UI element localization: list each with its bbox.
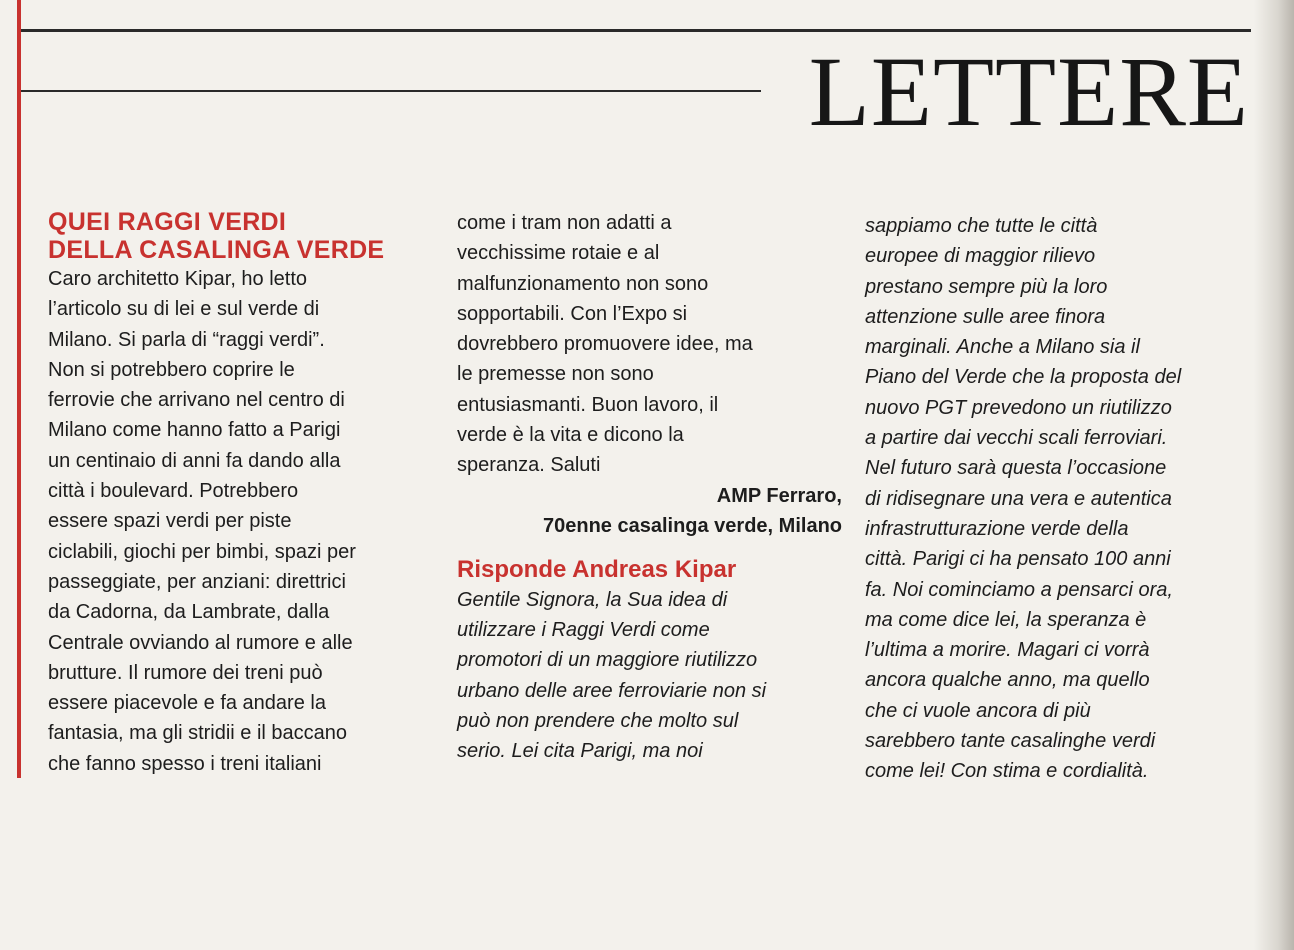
top-rule — [21, 29, 1251, 32]
text-line: urbano delle aree ferroviarie non si — [457, 679, 767, 702]
text-line: da Cadorna, da Lambrate, dalla — [48, 601, 330, 624]
text-line: malfunzionamento non sono — [457, 272, 709, 295]
text-line: attenzione sulle aree finora — [865, 305, 1106, 328]
text-line: dovrebbero promuovere idee, ma — [457, 333, 753, 356]
text-line: verde è la vita e dicono la — [457, 424, 684, 447]
reply-body — [457, 585, 842, 767]
text-line: che ci vuole ancora di più — [865, 699, 1091, 722]
letter-body — [48, 264, 433, 779]
text-line: prestano sempre più la loro — [865, 275, 1108, 298]
text-line: sopportabili. Con l’Expo si — [457, 302, 688, 325]
section-title: LETTERE — [808, 36, 1249, 147]
text-line: Milano come hanno fatto a Parigi — [48, 419, 341, 442]
letter-body-continued — [457, 208, 842, 481]
text-line: a partire dai vecchi scali ferroviari. — [865, 427, 1168, 450]
red-margin-rule — [17, 0, 21, 778]
text-line: Non si potrebbero coprire le — [48, 358, 295, 381]
text-line: Piano del Verde che la proposta del — [865, 366, 1182, 389]
text-line: serio. Lei cita Parigi, ma noi — [457, 740, 703, 763]
text-line: essere spazi verdi per piste — [48, 510, 292, 533]
text-line: promotori di un maggiore riutilizzo — [457, 649, 758, 672]
text-line: l’articolo su di lei e sul verde di — [48, 298, 320, 321]
text-line: città i boulevard. Potrebbero — [48, 480, 299, 503]
text-line: nuovo PGT prevedono un riutilizzo — [865, 396, 1172, 419]
text-line: Milano. Si parla di “raggi verdi”. — [48, 328, 325, 351]
text-line: ciclabili, giochi per bimbi, spazi per — [48, 540, 356, 563]
text-line: marginali. Anche a Milano sia il — [865, 336, 1140, 359]
text-line: può non prendere che molto sul — [457, 709, 739, 732]
text-line: come lei! Con stima e cordialità. — [865, 760, 1149, 783]
text-line: sappiamo che tutte le città — [865, 215, 1098, 237]
text-line: Centrale ovviando al rumore e alle — [48, 631, 353, 654]
text-line: infrastrutturazione verde della — [865, 517, 1129, 540]
text-line: fa. Noi cominciamo a pensarci ora, — [865, 578, 1173, 601]
text-line: entusiasmanti. Buon lavoro, il — [457, 393, 719, 416]
signature-line: 70enne casalinga verde, Milano — [542, 514, 842, 537]
page-edge-shadow — [1254, 0, 1294, 950]
column-2 — [457, 208, 842, 766]
title-rule — [21, 90, 761, 92]
text-line: di ridisegnare una vera e autentica — [865, 487, 1172, 510]
text-line: ferrovie che arrivano nel centro di — [48, 389, 345, 412]
text-line: utilizzare i Raggi Verdi come — [457, 618, 710, 641]
text-line: vecchissime rotaie e al — [457, 242, 660, 265]
text-line: l’ultima a morire. Magari ci vorrà — [865, 639, 1150, 662]
text-line: Nel futuro sarà questa l’occasione — [865, 457, 1167, 480]
text-line: passeggiate, per anziani: direttrici — [48, 570, 346, 593]
text-line: come i tram non adatti a — [457, 212, 672, 234]
text-line: città. Parigi ci ha pensato 100 anni — [865, 548, 1171, 571]
text-line: speranza. Saluti — [457, 454, 601, 477]
reply-headline: Risponde Andreas Kipar — [457, 555, 737, 583]
text-line: ma come dice lei, la speranza è — [865, 608, 1147, 631]
headline-line: QUEI RAGGI VERDI — [48, 208, 287, 236]
text-line: le premesse non sono — [457, 363, 654, 386]
text-line: europee di maggior rilievo — [865, 245, 1096, 268]
signature-line: AMP Ferraro, — [716, 484, 842, 507]
text-line: essere piacevole e fa andare la — [48, 692, 326, 715]
letter-signature — [457, 481, 842, 541]
headline-line: DELLA CASALINGA VERDE — [48, 236, 385, 264]
text-line: Caro architetto Kipar, ho letto — [48, 268, 308, 290]
text-line: sarebbero tante casalinghe verdi — [865, 730, 1156, 753]
text-line: che fanno spesso i treni italiani — [48, 752, 322, 775]
text-line: fantasia, ma gli stridii e il baccano — [48, 722, 348, 745]
column-3 — [865, 211, 1255, 787]
letter-headline — [48, 208, 433, 264]
text-line: un centinaio di anni fa dando alla — [48, 449, 341, 472]
text-line: brutture. Il rumore dei treni può — [48, 661, 323, 684]
text-line: Gentile Signora, la Sua idea di — [457, 588, 728, 611]
text-line: ancora qualche anno, ma quello — [865, 669, 1150, 692]
column-1 — [48, 208, 433, 779]
